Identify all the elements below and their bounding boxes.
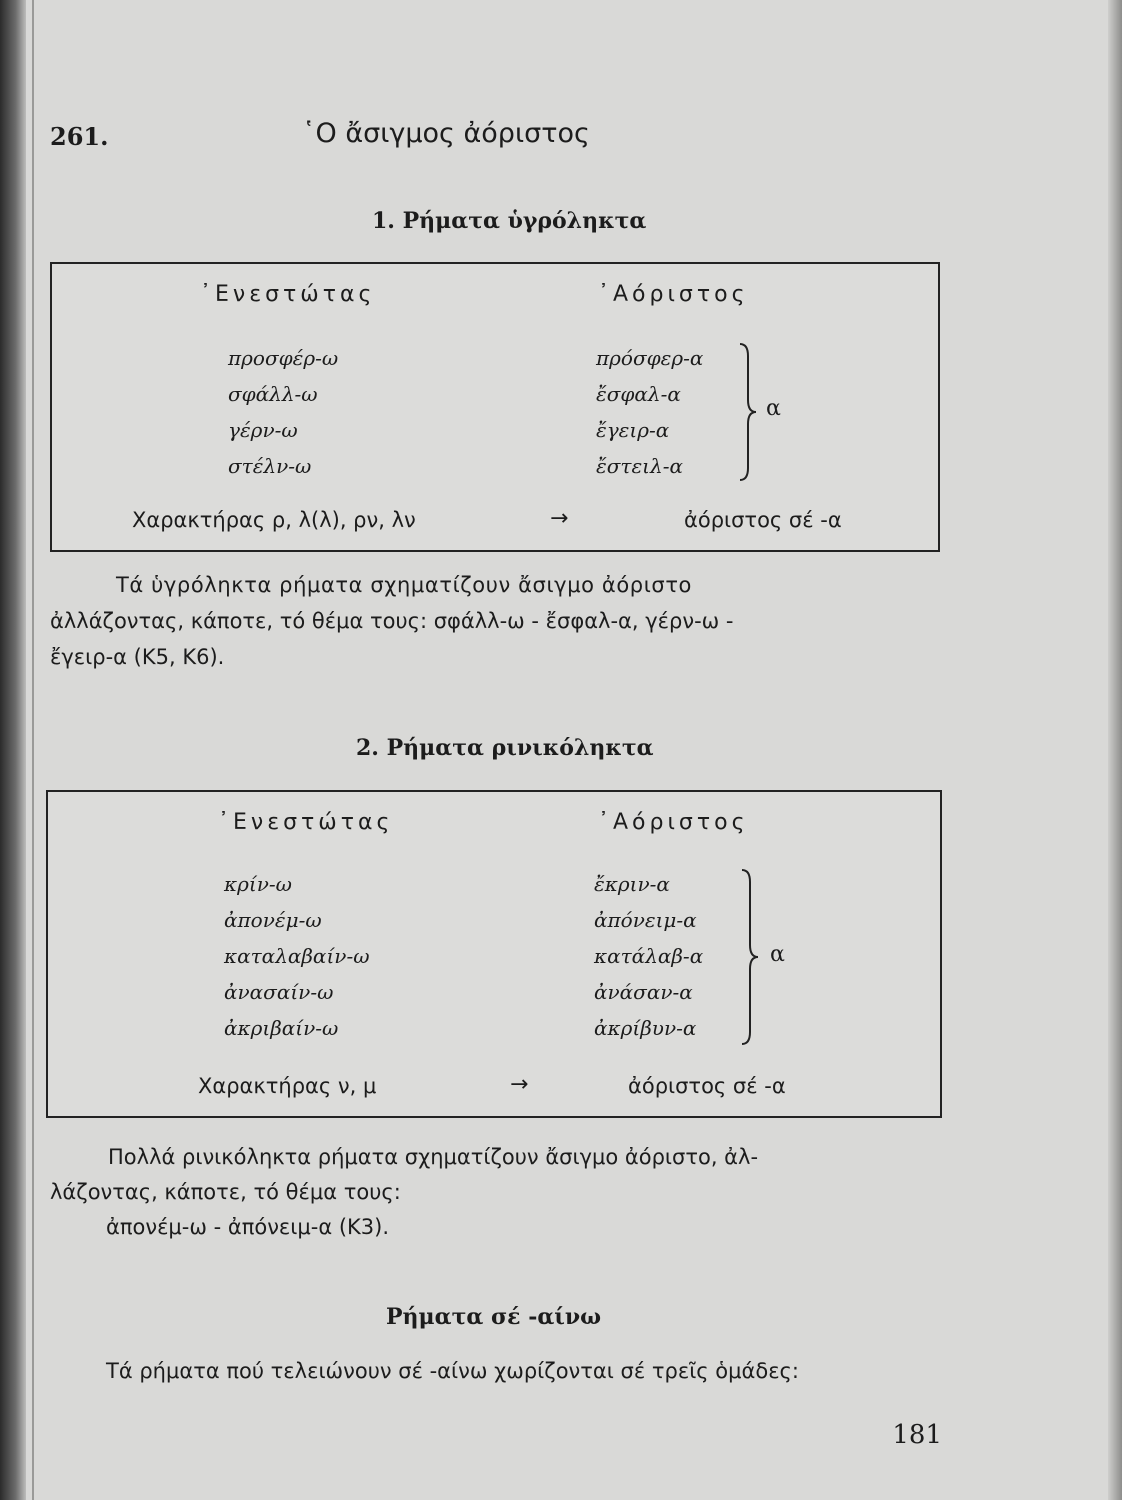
aorist-form: κατάλαβ-α <box>594 944 704 968</box>
aorist-form: ἔκριν-α <box>594 872 670 896</box>
part2-title: 2. Ρήματα ρινικόληκτα <box>356 735 654 761</box>
present-form: κρίν-ω <box>224 872 292 896</box>
part1-footer-result: ἀόριστος σέ -α <box>684 508 842 532</box>
part2-rows <box>48 852 940 1058</box>
present-form: στέλν-ω <box>228 454 312 478</box>
curly-brace-icon <box>736 342 760 482</box>
part3-paragraph: Τά ρήματα πού τελειώνουν σέ -αίνω χωρίζονται σέ τρεῖς ὁμάδες: <box>106 1359 799 1383</box>
part1-present-column <box>228 340 338 484</box>
part2-header-present: ᾿Ενεστώτας <box>218 810 394 835</box>
part1-aorist-column <box>596 340 703 484</box>
section-number: 261. <box>50 122 109 151</box>
part1-paragraph-line: Τά ὑγρόληκτα ρήματα σχηματίζουν ἄσιγμο ἀόριστο <box>116 573 693 597</box>
present-form: γέρν-ω <box>228 418 298 442</box>
aorist-form: ἀνάσαν-α <box>594 980 693 1004</box>
present-form: προσφέρ-ω <box>228 346 339 370</box>
part2-table <box>46 790 942 1118</box>
part2-header-aorist: ᾿Αόριστος <box>598 810 749 835</box>
aorist-form: ἔγειρ-α <box>596 418 670 442</box>
part1-paragraph-line: ἔγειρ-α (Κ5, Κ6). <box>50 645 225 669</box>
aorist-form: ἀπόνειμ-α <box>594 908 697 932</box>
present-form: σφάλλ-ω <box>228 382 318 406</box>
part2-footer-result: ἀόριστος σέ -α <box>628 1074 786 1098</box>
part3-title: Ρήματα σέ -αίνω <box>386 1304 602 1330</box>
page-fold-line <box>32 0 34 1500</box>
part1-title: 1. Ρήματα ὑγρόληκτα <box>372 208 647 234</box>
part1-header-aorist: ᾿Αόριστος <box>598 282 749 307</box>
part2-paragraph-line: Πολλά ρινικόληκτα ρήματα σχηματίζουν ἄσιγμο ἀόριστο, ἀλ- <box>108 1145 759 1169</box>
part2-present-column <box>224 866 370 1046</box>
arrow-right-icon: → <box>550 506 569 531</box>
book-spine-shadow <box>0 0 26 1500</box>
part1-paragraph-line: ἀλλάζοντας, κάποτε, τό θέμα τους: σφάλλ-ω - ἔσφαλ-α, γέρν-ω - <box>50 609 734 633</box>
part2-paragraph-line: ἀπονέμ-ω - ἀπόνειμ-α (Κ3). <box>106 1215 390 1239</box>
part1-header-present: ᾿Ενεστώτας <box>200 282 376 307</box>
page-number: 181 <box>892 1420 942 1450</box>
part2-aorist-column <box>594 866 703 1046</box>
aorist-form: ἔσφαλ-α <box>596 382 681 406</box>
section-title: ῾Ο ἄσιγμος ἀόριστος <box>302 118 590 149</box>
present-form: καταλαβαίν-ω <box>224 944 370 968</box>
part1-rows <box>52 324 938 492</box>
part2-footer-label: Χαρακτήρας ν, μ <box>198 1074 377 1098</box>
part2-paragraph-line: λάζοντας, κάποτε, τό θέμα τους: <box>50 1180 401 1204</box>
part2-ending: α <box>770 942 785 967</box>
aorist-form: ἀκρίβυν-α <box>594 1016 697 1040</box>
part1-footer-label: Χαρακτήρας ρ, λ(λ), ρν, λν <box>132 508 416 532</box>
curly-brace-icon <box>738 868 762 1046</box>
aorist-form: ἔστειλ-α <box>596 454 683 478</box>
present-form: ἀνασαίν-ω <box>224 980 334 1004</box>
arrow-right-icon: → <box>510 1072 529 1097</box>
part1-table <box>50 262 940 552</box>
present-form: ἀκριβαίν-ω <box>224 1016 339 1040</box>
page-edge <box>1108 0 1122 1500</box>
present-form: ἀπονέμ-ω <box>224 908 322 932</box>
aorist-form: πρόσφερ-α <box>596 346 704 370</box>
part1-ending: α <box>766 396 781 421</box>
